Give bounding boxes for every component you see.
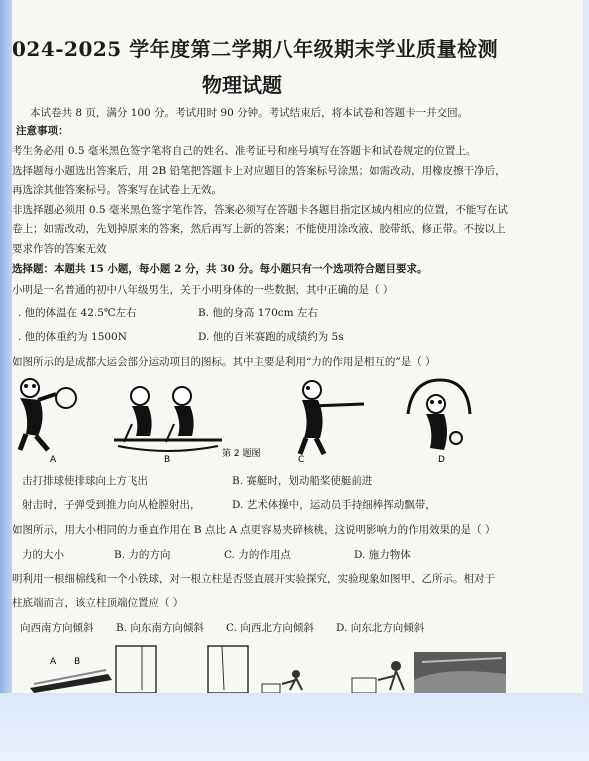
shooting-panda-icon <box>300 381 364 454</box>
figure-label-a: A <box>50 657 57 667</box>
bottom-figures <box>12 644 583 693</box>
nutcracker-figure <box>30 657 112 693</box>
pushing-person-figure <box>262 670 302 693</box>
figure-label-d: D <box>438 455 445 465</box>
figure-label-c: C <box>298 455 305 465</box>
q3-option-d: D. 施力物体 <box>354 549 411 561</box>
q2-option-c: 射击时，子弹受到推力向从枪膛射出， <box>22 499 201 511</box>
q4-stem: 柱底端而言，该立柱顶端位置应（ ） <box>12 597 184 609</box>
figure-label-b: B <box>74 657 81 667</box>
q4-option-d: D. 向东北方向倾斜 <box>336 622 425 634</box>
figure-label-a: A <box>50 455 57 465</box>
note-line: 再选涂其他答案标号。答案写在试卷上无效。 <box>12 184 222 196</box>
plumb-line-figure-yi <box>208 646 248 693</box>
volleyball-panda-icon <box>20 379 76 450</box>
note-line: 选择题每小题选出答案后，用 2B 铅笔把答题卡上对应题目的答案标号涂黑；如需改动，用橡皮擦干净后， <box>12 165 506 177</box>
gymnastics-panda-icon <box>408 380 470 450</box>
q1-option-b: B. 他的身高 170cm 左右 <box>198 307 318 319</box>
q3-option-c: C. 力的作用点 <box>224 549 291 561</box>
note-line: 要求作答的答案无效 <box>12 243 107 255</box>
note-line: 卷上；如需改动，先划掉原来的答案，然后再写上新的答案；不能使用涂改液、胶带纸、修正带。不按以上 <box>12 223 506 235</box>
photo-figure <box>414 652 506 693</box>
q1-option-d: D. 他的百米赛跑的成绩约为 5s <box>198 331 344 343</box>
rowing-pandas-icon <box>114 387 222 451</box>
q1-option-a: . 他的体温在 42.5℃左右 <box>18 307 137 319</box>
exam-intro: 本试卷共 8 页，满分 100 分。考试用时 90 分钟。考试结束后，将本试卷和答题卡一并交回。 <box>30 107 469 119</box>
exam-title: 024-2025 学年度第二学期八年级期末学业质量检测 <box>12 37 499 61</box>
figure-label-b: B <box>164 455 171 465</box>
q4-option-a: 向西南方向倾斜 <box>20 622 94 634</box>
q2-stem: 如图所示的是成都大运会部分运动项目的图标。其中主要是利用“力的作用是相互的”是（ ） <box>12 356 436 368</box>
pushing-cart-figure <box>352 661 404 693</box>
exam-subtitle: 物理试题 <box>202 73 282 97</box>
section-heading: 选择题：本题共 15 小题，每小题 2 分，共 30 分。每小题只有一个选项符合题目要求。 <box>12 263 428 275</box>
figure-caption: 第 2 题图 <box>222 449 261 459</box>
plumb-line-figure-jia <box>116 646 156 693</box>
q2-option-a: 击打排球使排球向上方飞出 <box>22 475 148 487</box>
note-line: 考生务必用 0.5 毫米黑色签字笔将自己的姓名、准考证号和座号填写在答题卡和试卷规定的位置上。 <box>12 145 477 157</box>
q2-option-d: D. 艺术体操中，运动员手持细棒挥动飘带， <box>232 499 436 511</box>
exam-sheet <box>12 0 583 693</box>
q2-option-b: B. 赛艇时，划动船桨使艇前进 <box>232 475 373 487</box>
q1-stem: 小明是一名普通的初中八年级男生，关于小明身体的一些数据，其中正确的是（ ） <box>12 284 394 296</box>
notes-heading: 注意事项： <box>16 125 69 137</box>
scanner-right-edge <box>583 0 589 761</box>
scanner-bottom-edge <box>0 693 589 761</box>
sport-icons-figure <box>12 374 583 466</box>
note-line: 非选择题必须用 0.5 毫米黑色签字笔作答，答案必须写在答题卡各题目指定区域内相应的位置，不能写在试 <box>12 204 508 216</box>
q3-option-b: B. 力的方向 <box>114 549 171 561</box>
q3-stem: 如图所示，用大小相同的力垂直作用在 B 点比 A 点更容易夹碎核桃，这说明影响力的作用效果的是（ ） <box>12 524 496 536</box>
q4-stem: 明利用一根细棉线和一个小铁球，对一根立柱是否竖直展开实验探究，实验现象如图甲、乙所示。相对于 <box>12 573 495 585</box>
q4-option-c: C. 向西北方向倾斜 <box>226 622 314 634</box>
q4-option-b: B. 向东南方向倾斜 <box>116 622 204 634</box>
q1-option-c: . 他的体重约为 1500N <box>18 331 127 343</box>
q3-option-a: 力的大小 <box>22 549 64 561</box>
